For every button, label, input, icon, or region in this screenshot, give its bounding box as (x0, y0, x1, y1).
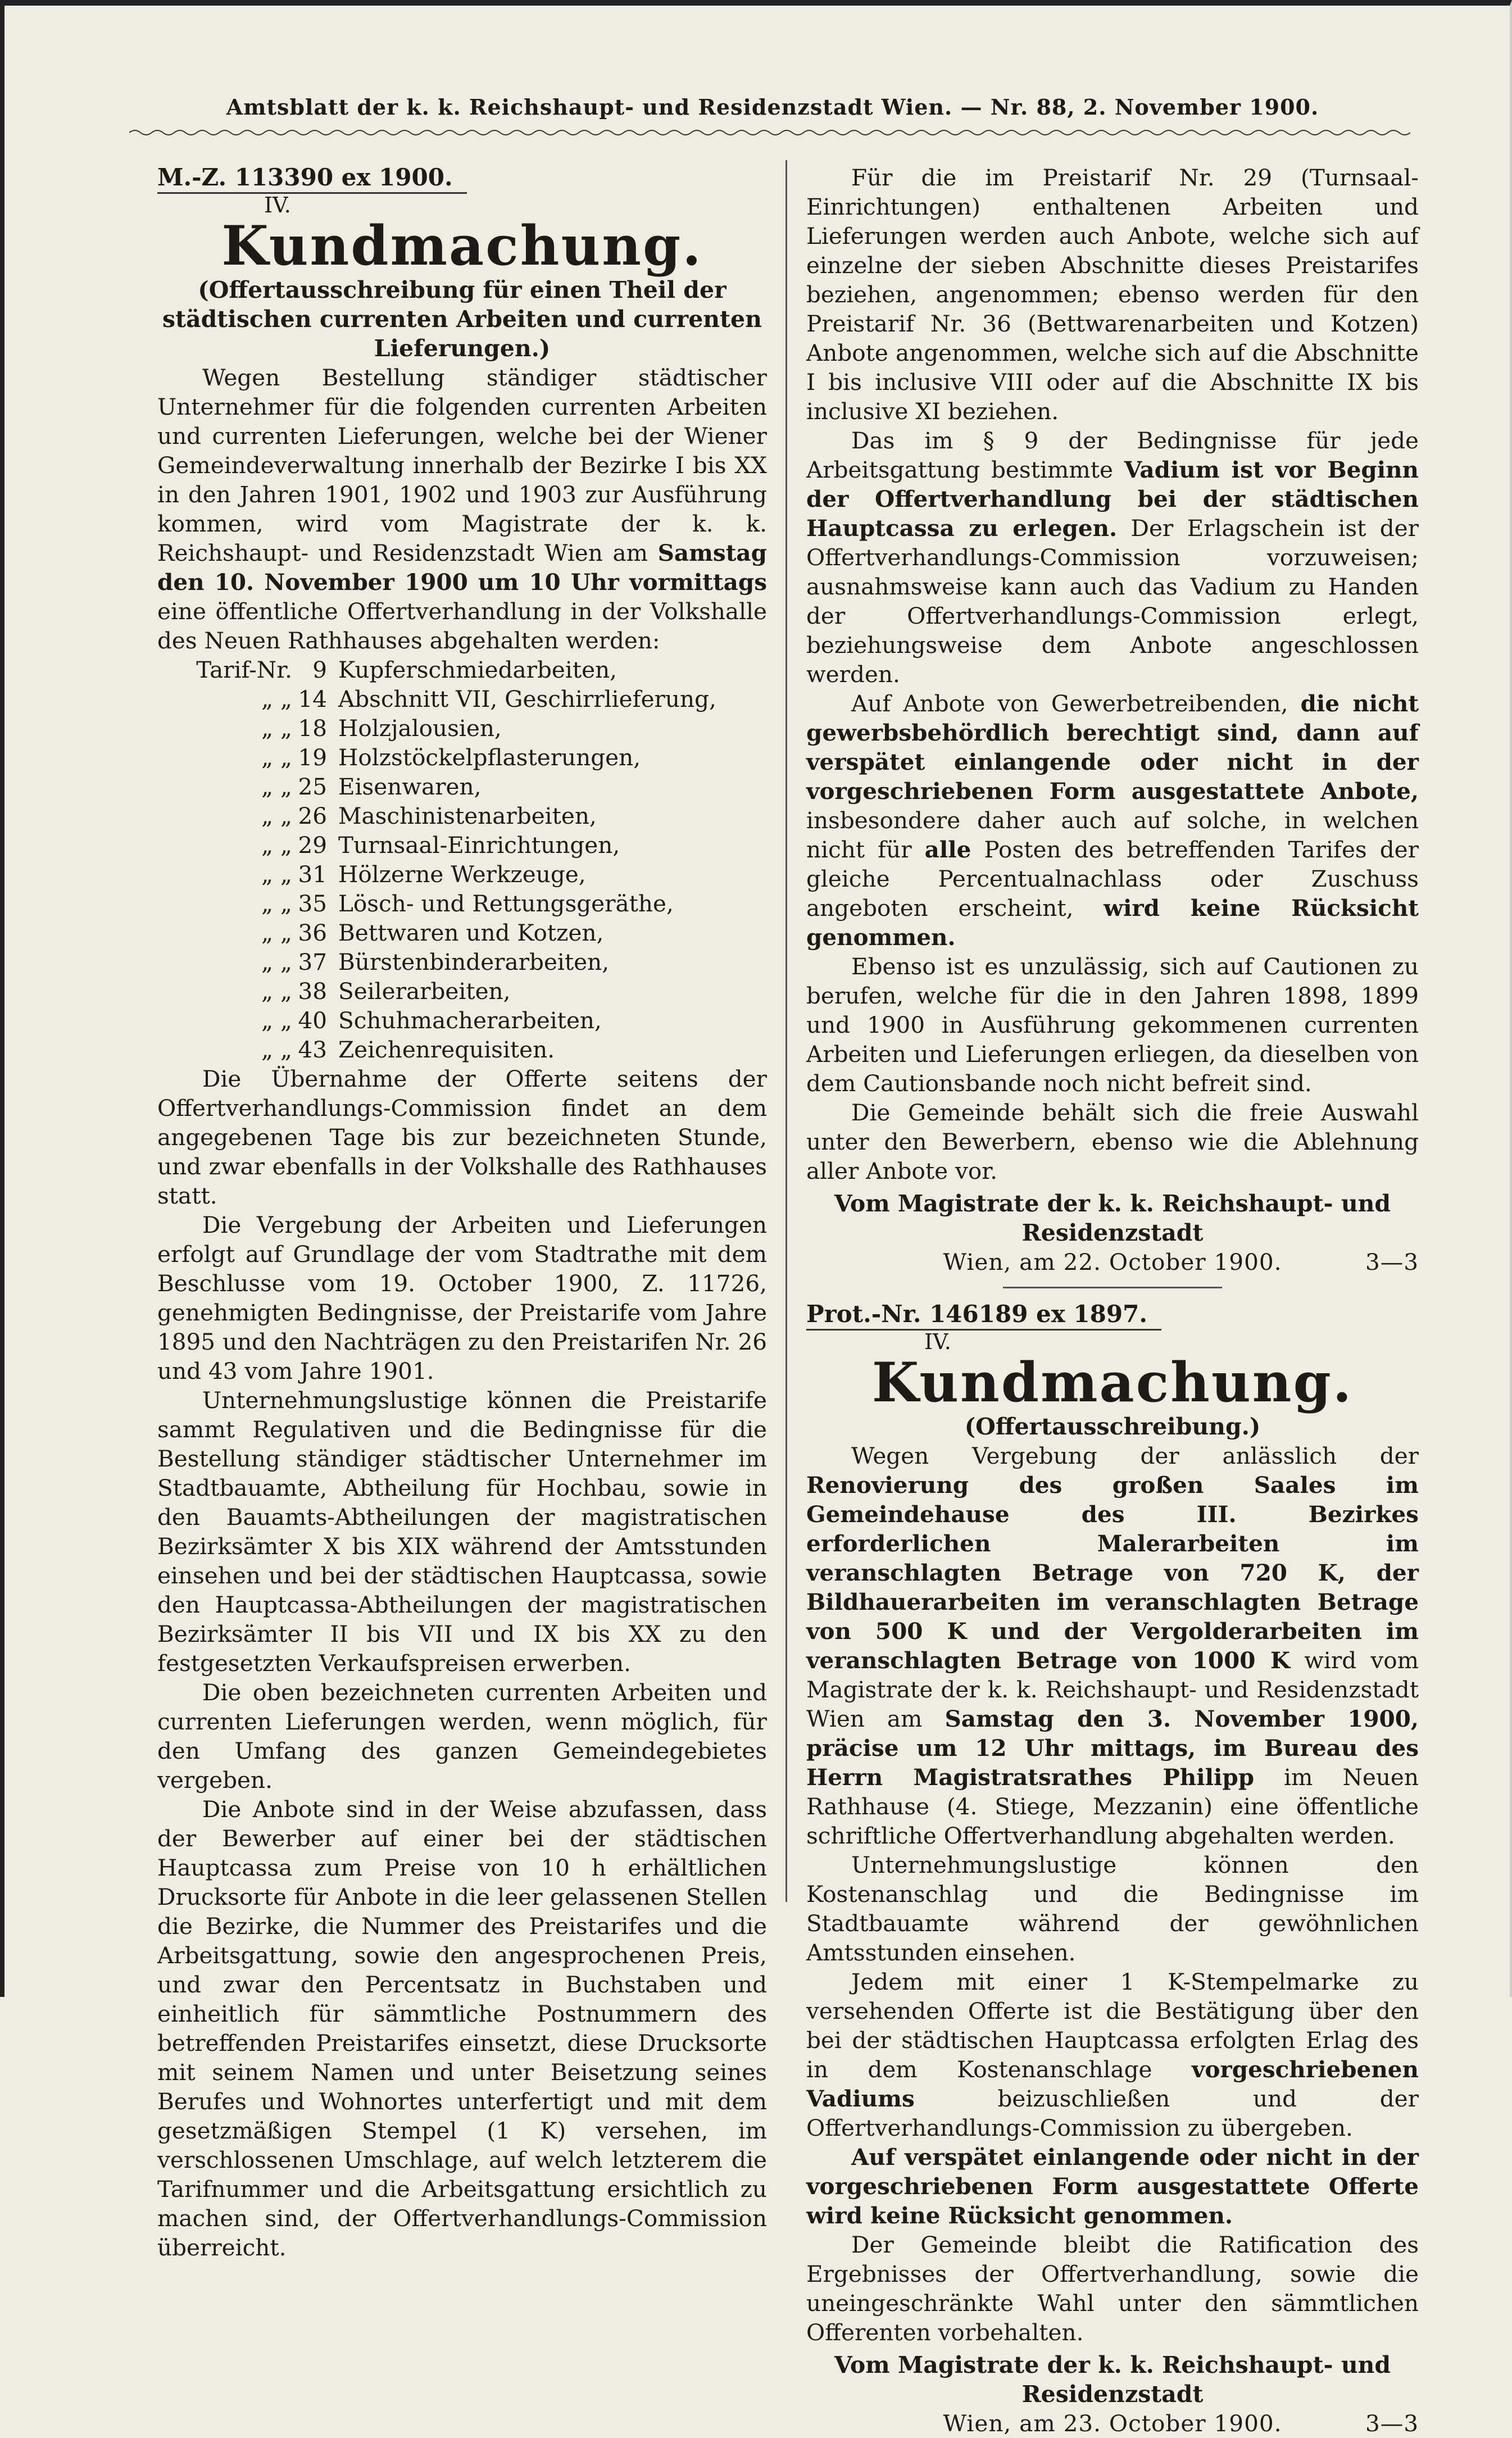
paragraph-stempel: Jedem mit einer 1 K-Stempelmarke zu versehenden Offerte ist die Bestätigung über den bei der städtischen Hauptcassa erfolgten Erlag des in dem Kostenanschlage vorgeschriebenen Vadiums beizuschließen und der Offertverhandlungs-Commission zu übergeben. (806, 1968, 1419, 2141)
paragraph-wegen: Wegen Vergebung der anlässlich der Renovierung des großen Saales im Gemeindehause des III. Bezirkes erforderlichen Malerarbeiten im veranschlagten Betrage von 720 K, der Bildhauerarbeiten im veranschlagten Betrage von 500 K und der Vergolderarbeiten im veranschlagten Betrage von 1000 K wird vom Magistrate der k. k. Reichshaupt- und Residenzstadt Wien am Samstag den 3. November 1900, präcise um 12 Uhr mittags, im Bureau des Herrn Magistratsrathes Philipp im Neuen Rathhause (4. Stiege, Mezzanin) eine öffentliche schriftliche Offertverhandlung abgehalten werden. (806, 1442, 1419, 1849)
paragraph-unternehmung: Unternehmungslustige können die Preistarife sammt Regulativen und die Bedingnisse für die Bestellung ständiger städtischer Unternehmer im Stadtbauamte, Abtheilung für Hochbau, sowie in den Bauamts-Abtheilungen der magistratischen Bezirksämter X bis XIX während der Amtsstunden einsehen und bei der städtischen Hauptcassa, sowie den Hauptcassa-Abtheilungen der magistratischen Bezirksämter II bis VII und IX bis XX zu den festgesetzten Verkaufspreisen erwerben. (157, 1387, 767, 1677)
paragraph-kosten: Unternehmungslustige können den Kostenanschlag und die Bedingnisse im Stadtbauamte während der gewöhnlichen Amtsstunden einsehen. (806, 1851, 1419, 1966)
paragraph-vadium: Das im § 9 der Bedingnisse für jede Arbeitsgattung bestimmte Vadium ist vor Beginn der Offertverhandlung bei der städtischen Hauptcassa zu erlegen. Der Erlagschein ist der Offertverhandlungs-Commission vorzuweisen; ausnahmsweise kann auch das Vadium zu Handen der Offertverhandlungs-Commission erlegt, beziehungsweise dem Anbote angeschlossen werden. (806, 427, 1419, 688)
paragraph-ratification: Der Gemeinde bleibt die Ratification des Ergebnisses der Offertverhandlung, sowie die uneingeschränkte Wahl unter den sämmtlichen Offerenten vorbehalten. (806, 2231, 1419, 2346)
paragraph-uebernahme: Die Übernahme der Offerte seitens der Offertverhandlungs-Commission findet an dem angegebenen Tage bis zur bezeichneten Stunde, und zwar ebenfalls in der Volkshalle des Rathhauses statt. (157, 1065, 767, 1209)
section-rule (1003, 1287, 1222, 1288)
tariff-list (157, 655, 767, 1064)
section-roman: IV. (264, 193, 291, 217)
left-column (157, 163, 767, 2262)
announcement-title: Kundmachung. (221, 214, 703, 278)
paragraph-verspaetet: Auf verspätet einlangende oder nicht in der vorgeschriebenen Form ausgestattete Offerte wird keine Rücksicht genommen. (806, 2144, 1419, 2229)
tariff-row: „ „ 26 Maschinistenarbeiten, (261, 802, 597, 829)
tariff-row: „ „ 40 Schuhmacherarbeiten, (261, 1007, 602, 1034)
tariff-row: „ „ 35 Lösch- und Rettungsgeräthe, (261, 890, 674, 917)
signature-2: Vom Magistrate der k. k. Reichshaupt- und Residenzstadt (834, 2351, 1391, 2408)
paragraph-vergebung: Die Vergebung der Arbeiten und Lieferungen erfolgt auf Grundlage der vom Stadtrathe mit dem Beschlusse vom 19. October 1900, Z. 11726, genehmigten Bedingnisse, der Preistarife vom Jahre 1895 und den Nachträgen zu den Preistarifen Nr. 26 und 43 vom Jahre 1901. (157, 1211, 767, 1384)
paragraph-gewerbe: Auf Anbote von Gewerbetreibenden, die nicht gewerbsbehördlich berechtigt sind, dann auf verspätet einlangende oder nicht in der vorgeschriebenen Form ausgestattete Anbote, insbesondere daher auch auf solche, in welchen nicht für alle Posten des betreffenden Tarifes der gleiche Percentualnachlass oder Zuschuss angeboten erscheint, wird keine Rücksicht genommen. (806, 690, 1419, 951)
paragraph-cautionen: Ebenso ist es unzulässig, sich auf Cautionen zu berufen, welche für die in den Jahren 1898, 1899 und 1900 in Ausführung gekommenen currenten Arbeiten und Lieferungen erliegen, da dieselben von dem Cautionsbande noch nicht befreit sind. (806, 953, 1419, 1097)
right-column (806, 163, 1419, 2438)
signature-date-line-1 (806, 1247, 1419, 1277)
header-wavy-rule (129, 128, 1410, 137)
signature-date-1: Wien, am 22. October 1900. (943, 1248, 1282, 1275)
section-roman-2: IV. (924, 1329, 951, 1354)
announcement-title-2: Kundmachung. (871, 1351, 1354, 1414)
intro-paragraph: Wegen Bestellung ständiger städtischer Unternehmer für die folgenden currenten Arbeiten und currenten Lieferungen, welche bei der Wiener Gemeindeverwaltung innerhalb der Bezirke I bis XX in den Jahren 1901, 1902 und 1903 zur Ausführung kommen, wird vom Magistrate der k. k. Reichshaupt- und Residenzstadt Wien am Samstag den 10. November 1900 um 10 Uhr vormittags eine öffentliche Offertverhandlung in der Volkshalle des Neuen Rathhauses abgehalten werden: (157, 364, 767, 654)
tariff-row: „ „ 25 Eisenwaren, (261, 773, 482, 800)
tariff-row: „ „ 14 Abschnitt VII, Geschirrlieferung, (261, 685, 716, 712)
tariff-row: Tarif-Nr. 9 Kupferschmiedarbeiten, (196, 656, 617, 683)
reference-number-2: Prot.-Nr. 146189 ex 1897. (806, 1300, 1161, 1331)
tariff-row: „ „ 19 Holzstöckelpflasterungen, (261, 744, 641, 771)
tariff-row: „ „ 29 Turnsaal-Einrichtungen, (261, 832, 620, 859)
insertion-mark-2: 3—3 (1365, 2410, 1419, 2437)
page-header: Amtsblatt der k. k. Reichshaupt- und Residenzstadt Wien. — Nr. 88, 2. November 1900. (226, 94, 1319, 120)
paragraph-auswahl: Die Gemeinde behält sich die freie Auswahl unter den Bewerbern, ebenso wie die Ablehnung aller Anbote vor. (806, 1099, 1419, 1184)
tariff-row: „ „ 37 Bürstenbinderarbeiten, (261, 948, 610, 975)
paragraph-anbote: Die Anbote sind in der Weise abzufassen, dass der Bewerber auf einer bei der städtischen Hauptcassa zum Preise von 10 h erhältlichen Drucksorte für Anbote in die leer gelassenen Stellen die Bezirke, die Nummer des Preistarifes und die Arbeitsgattung, sowie den angesprochenen Preis, und zwar den Percentsatz in Buchstaben und einheitlich für sämmtliche Postnummern des betreffenden Preistarifes einsetzt, diese Drucksorte mit seinem Namen und unter Beisetzung seines Berufes und Wohnortes unterfertigt und mit dem gesetzmäßigen Stempel (1 K) versehen, im verschlossenen Umschlage, auf welch letzterem die Tarifnummer und die Arbeitsgattung ersichtlich zu machen sind, der Offertverhandlungs-Commission überreicht. (157, 1796, 767, 2261)
paragraph-oben: Die oben bezeichneten currenten Arbeiten und currenten Lieferungen werden, wenn möglich, für den Umfang des ganzen Gemeindegebietes vergeben. (157, 1679, 767, 1794)
tariff-row: „ „ 31 Hölzerne Werkzeuge, (261, 861, 586, 888)
insertion-mark-1: 3—3 (1365, 1248, 1419, 1275)
signature-date-2: Wien, am 23. October 1900. (943, 2410, 1282, 2437)
tariff-row: „ „ 43 Zeichenrequisiten. (261, 1036, 555, 1063)
reference-number: M.-Z. 113390 ex 1900. (157, 163, 467, 194)
tariff-row: „ „ 36 Bettwaren und Kotzen, (261, 919, 604, 946)
tariff-row: „ „ 38 Seilerarbeiten, (261, 978, 511, 1005)
signature-1: Vom Magistrate der k. k. Reichshaupt- und Residenzstadt (834, 1190, 1391, 1246)
tariff-row: „ „ 18 Holzjalousien, (261, 715, 502, 742)
paragraph-turnsaal: Für die im Preistarif Nr. 29 (Turnsaal-Einrichtungen) enthaltenen Arbeiten und Lieferungen werden auch Anbote, welche sich auf einzelne der sieben Abschnitte dieses Preistarifes beziehen, angenommen; ebenso werden für den Preistarif Nr. 36 (Bettwarenarbeiten und Kotzen) Anbote angenommen, welche sich auf die Abschnitte I bis inclusive VIII oder auf die Abschnitte IX bis inclusive XI beziehen. (806, 164, 1419, 425)
announcement-subtitle: (Offertausschreibung für einen Theil der städtischen currenten Arbeiten und currenten Lieferungen.) (162, 276, 762, 362)
column-divider (785, 160, 787, 1902)
signature-date-line-2 (806, 2409, 1419, 2438)
announcement-subtitle-2: (Offertausschreibung.) (964, 1413, 1261, 1440)
